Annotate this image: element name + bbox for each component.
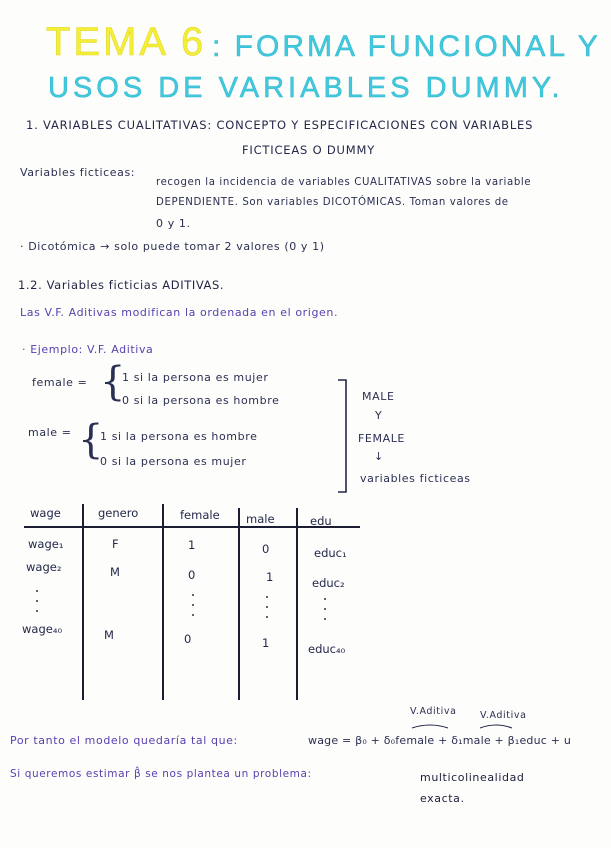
table-col-line-1 <box>82 504 84 700</box>
row1-male: 0 <box>262 542 270 556</box>
row3-female: 0 <box>184 632 192 646</box>
definition-term: Variables ficticeas: <box>20 166 136 179</box>
bracket-note-y: Y <box>375 409 383 422</box>
model-equation: wage = β₀ + δ₀female + δ₁male + β₁educ + u <box>308 734 572 747</box>
row2-wage: wage₂ <box>26 560 62 574</box>
conclusion-emph1: multicolinealidad <box>420 771 525 784</box>
ellipsis-dot <box>324 598 326 600</box>
table-header-genero: genero <box>98 506 139 520</box>
conclusion-emph2: exacta. <box>420 792 465 805</box>
row3-male: 1 <box>262 636 270 650</box>
table-col-line-2 <box>162 504 164 700</box>
ellipsis-dot <box>36 590 38 592</box>
ellipsis-dot <box>266 596 268 598</box>
row2-female: 0 <box>188 568 196 582</box>
conclusion-line1: Si queremos estimar β̂ se nos plantea un problema: <box>10 768 312 780</box>
row3-genero: M <box>104 628 114 642</box>
male-def-case1: 1 si la persona es hombre <box>100 430 258 443</box>
row3-wage: wage₄₀ <box>22 622 63 636</box>
section1-heading-line1: 1. VARIABLES CUALITATIVAS: CONCEPTO Y ESPECIFICACIONES CON VARIABLES <box>26 118 534 132</box>
title-usos-dummy: USOS DE VARIABLES DUMMY. <box>48 72 564 104</box>
model-underbraces <box>400 720 540 732</box>
table-header-male: male <box>246 512 275 526</box>
female-def-name: female = <box>32 376 88 389</box>
table-header-wage: wage <box>30 506 61 520</box>
row1-genero: F <box>112 537 119 551</box>
model-label-right: V.Aditiva <box>480 710 527 721</box>
section12-heading: 1.2. Variables ficticias ADITIVAS. <box>18 278 225 292</box>
female-brace: { <box>100 359 126 405</box>
ellipsis-dot <box>36 600 38 602</box>
title-tema: TEMA 6 <box>46 20 207 64</box>
table-col-line-4 <box>296 508 298 700</box>
model-label-left: V.Aditiva <box>410 706 457 717</box>
ellipsis-dot <box>192 614 194 616</box>
bracket-note-result: variables ficticeas <box>360 472 471 485</box>
title-forma-funcional: : FORMA FUNCIONAL Y <box>212 30 601 63</box>
section12-example: · Ejemplo: V.F. Aditiva <box>22 343 154 356</box>
bracket-note-female: FEMALE <box>358 432 405 445</box>
female-def-case1: 1 si la persona es mujer <box>122 371 269 384</box>
row2-genero: M <box>110 565 120 579</box>
section1-heading-line2: FICTICEAS O DUMMY <box>242 143 376 157</box>
row1-female: 1 <box>188 538 196 552</box>
definition-line2: DEPENDIENTE. Son variables DICOTÓMICAS. Toman valores de <box>156 197 509 208</box>
ellipsis-dot <box>36 610 38 612</box>
ellipsis-dot <box>324 618 326 620</box>
male-brace: { <box>78 417 104 463</box>
row1-wage: wage₁ <box>28 537 64 551</box>
bracket-note-arrow: ↓ <box>374 450 384 463</box>
section12-text: Las V.F. Aditivas modifican la ordenada en el origen. <box>20 306 339 319</box>
ellipsis-dot <box>192 594 194 596</box>
row1-edu: educ₁ <box>314 546 347 560</box>
male-def-name: male = <box>28 426 72 439</box>
definition-line1: recogen la incidencia de variables CUALITATIVAS sobre la variable <box>156 177 532 188</box>
closing-bracket <box>336 378 350 494</box>
ellipsis-dot <box>192 604 194 606</box>
table-header-edu: edu <box>310 514 332 528</box>
male-def-case2: 0 si la persona es mujer <box>100 455 247 468</box>
definition-line3: 0 y 1. <box>156 217 191 230</box>
female-def-case2: 0 si la persona es hombre <box>122 394 280 407</box>
ellipsis-dot <box>324 608 326 610</box>
ellipsis-dot <box>266 606 268 608</box>
row3-edu: educ₄₀ <box>308 642 346 656</box>
table-col-line-3 <box>238 508 240 700</box>
row2-edu: educ₂ <box>312 576 345 590</box>
dicotomica-note: · Dicotómica → solo puede tomar 2 valores (0 y 1) <box>20 240 325 253</box>
table-header-female: female <box>180 508 220 522</box>
bracket-note-male: MALE <box>362 390 395 403</box>
row2-male: 1 <box>266 570 274 584</box>
model-intro: Por tanto el modelo quedaría tal que: <box>10 734 238 747</box>
ellipsis-dot <box>266 616 268 618</box>
